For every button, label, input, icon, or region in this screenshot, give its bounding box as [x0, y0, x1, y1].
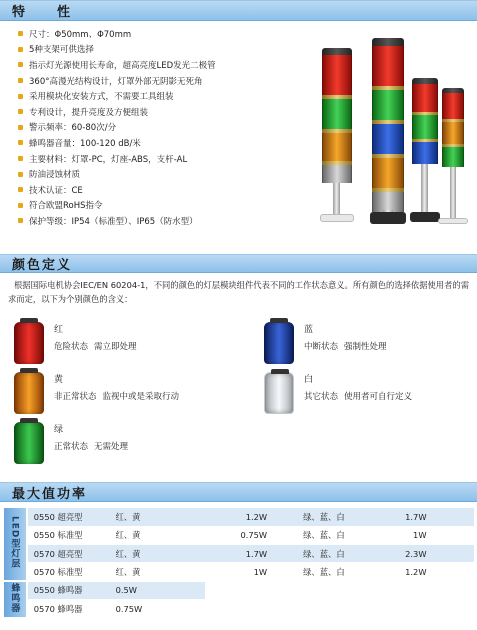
table-row: 蜂鸣器 0550 蜂鸣器 0.5W — [4, 581, 474, 599]
bullet-icon — [18, 125, 23, 130]
features-list — [18, 26, 248, 229]
bullet-icon — [18, 62, 23, 67]
tower-light-2 — [372, 38, 404, 212]
colour-header — [0, 254, 477, 273]
bullet-icon — [18, 78, 23, 83]
feature-item: 专利设计，提升亮度及方便组装 — [18, 104, 248, 120]
tower-light-4 — [442, 88, 464, 167]
bullet-icon — [18, 187, 23, 192]
blue-lamp-icon — [264, 322, 294, 364]
feature-item: 警示频率：60-80次/分 — [18, 120, 248, 136]
colour-item-white: 白 其它状态 使用者可自行定义 — [264, 372, 418, 414]
white-lamp-icon — [264, 372, 294, 414]
table-row: 0570 超亮型 红、黄 1.7W 绿、蓝、白 2.3W — [4, 545, 474, 563]
bullet-icon — [18, 203, 23, 208]
colour-item-yellow: 黄 非正常状态 监视中或是采取行动 — [14, 372, 185, 414]
power-title: 最大值功率 — [12, 486, 88, 502]
colour-title: 颜色定义 — [12, 258, 73, 273]
features-title: 特 性 — [12, 5, 73, 20]
group-label-buzzer: 蜂鸣器 — [4, 581, 27, 618]
bullet-icon — [18, 109, 23, 114]
tower-lights-illustration — [300, 28, 470, 228]
feature-item: 主要材料：灯罩-PC，灯座-ABS，支杆-AL — [18, 151, 248, 167]
power-header — [0, 482, 477, 502]
tower-light-3 — [412, 78, 438, 164]
feature-item: 采用模块化安装方式，不需要工具组装 — [18, 88, 248, 104]
feature-item: 蜂鸣器音量：100-120 dB/米 — [18, 135, 248, 151]
colour-item-green: 绿 正常状态 无需处理 — [14, 422, 134, 464]
feature-item: 5种支架可供选择 — [18, 42, 248, 58]
feature-item: 防油浸蚀材质 — [18, 166, 248, 182]
colour-intro: 根据国际电机协会IEC/EN 60204-1，不同的颜色的灯层模块组件代表不同的工作状态意义。所有颜色的选择依据使用者的需求而定，以下为个别颜色的含义： — [8, 280, 469, 304]
feature-item: 符合欧盟RoHS指令 — [18, 198, 248, 214]
features-header — [0, 0, 477, 21]
feature-item: 360°高漫光结构设计，灯罩外部无阴影无死角 — [18, 73, 248, 89]
table-row: 0570 标准型 红、黄 1W 绿、蓝、白 1.2W — [4, 563, 474, 581]
yellow-lamp-icon — [14, 372, 44, 414]
bullet-icon — [18, 94, 23, 99]
bullet-icon — [18, 47, 23, 52]
power-table — [4, 508, 474, 619]
red-lamp-icon — [14, 322, 44, 364]
bullet-icon — [18, 140, 23, 145]
feature-item: 保护等级：IP54（标准型）、IP65（防水型） — [18, 213, 248, 229]
bullet-icon — [18, 31, 23, 36]
green-lamp-icon — [14, 422, 44, 464]
bullet-icon — [18, 156, 23, 161]
bullet-icon — [18, 218, 23, 223]
table-row: LED型灯层 0550 超亮型 红、黄 1.2W 绿、蓝、白 1.7W — [4, 508, 474, 526]
colour-item-blue: 蓝 中断状态 强制性处理 — [264, 322, 393, 364]
feature-item: 指示灯光源使用长寿命，超高亮度LED发光二极管 — [18, 57, 248, 73]
tower-light-1 — [322, 48, 352, 183]
table-row: 0570 蜂鸣器 0.75W — [4, 599, 474, 617]
feature-item: 技术认证：CE — [18, 182, 248, 198]
table-row: 0550 标准型 红、黄 0.75W 绿、蓝、白 1W — [4, 526, 474, 544]
group-label-led: LED型灯层 — [4, 508, 27, 581]
bullet-icon — [18, 172, 23, 177]
colour-item-red: 红 危险状态 需立即处理 — [14, 322, 143, 364]
feature-item: 尺寸：Φ50mm、Φ70mm — [18, 26, 248, 42]
